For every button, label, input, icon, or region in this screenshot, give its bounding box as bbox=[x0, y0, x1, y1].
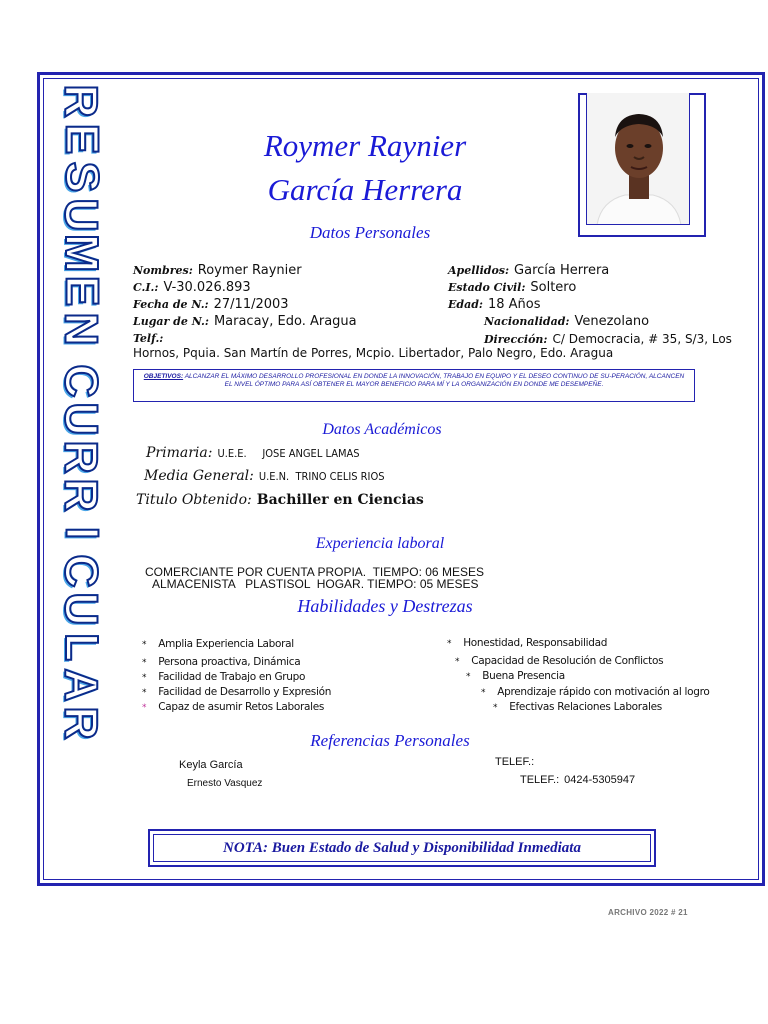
profile-photo bbox=[586, 93, 690, 225]
lugar-value: Maracay, Edo. Aragua bbox=[213, 314, 357, 329]
field-estado-civil bbox=[448, 280, 576, 295]
skill-right-5: * Efectivas Relaciones Laborales bbox=[493, 701, 662, 713]
vertical-title-letter: S bbox=[56, 161, 108, 193]
nacionalidad-label: Nacionalidad: bbox=[484, 315, 570, 328]
skill-right-1: * Honestidad, Responsabilidad bbox=[447, 637, 608, 649]
field-direccion bbox=[484, 332, 732, 346]
bullet-icon: * bbox=[481, 688, 486, 698]
media-label: Media General: bbox=[144, 468, 254, 484]
reference-name-2: Ernesto Vasquez bbox=[187, 778, 263, 789]
field-nombres bbox=[133, 263, 302, 278]
skill-left-2: * Persona proactiva, Dinámica bbox=[142, 656, 301, 668]
vertical-title-letter: R bbox=[55, 706, 108, 740]
skill-left-5: * Capaz de asumir Retos Laborales bbox=[142, 701, 325, 713]
vertical-title-letter: M bbox=[55, 233, 108, 273]
skill-left-4: * Facilidad de Desarrollo y Expresión bbox=[142, 686, 332, 698]
field-apellidos bbox=[448, 263, 609, 278]
bullet-icon: * bbox=[447, 639, 452, 649]
section-title-academic: Datos Académicos bbox=[322, 421, 442, 438]
field-media-general bbox=[144, 468, 385, 484]
estado-label: Estado Civil: bbox=[448, 281, 526, 294]
section-title-personal: Datos Personales bbox=[309, 223, 431, 242]
field-nacionalidad bbox=[484, 314, 649, 329]
vertical-title-letter: R bbox=[55, 478, 108, 512]
field-fecha bbox=[133, 297, 289, 312]
bullet-icon: * bbox=[466, 672, 471, 682]
skill-left-1: * Amplia Experiencia Laboral bbox=[142, 638, 294, 650]
bullet-icon: * bbox=[142, 688, 147, 698]
primaria-label: Primaria: bbox=[146, 445, 213, 461]
fecha-value: 27/11/2003 bbox=[213, 297, 289, 312]
field-ci bbox=[133, 280, 251, 295]
section-title-experience: Experiencia laboral bbox=[315, 535, 445, 552]
vertical-title-letter: U bbox=[55, 402, 108, 436]
estado-value: Soltero bbox=[530, 280, 577, 295]
note-text: NOTA: Buen Estado de Salud y Disponibilidad Inmediata bbox=[153, 834, 651, 862]
titulo-value: Bachiller en Ciencias bbox=[256, 492, 424, 508]
experience-line-2: ALMACENISTA PLASTISOL HOGAR. TIEMPO: 05 MESES bbox=[152, 577, 479, 591]
skill-right-3: * Buena Presencia bbox=[466, 670, 565, 682]
lugar-label: Lugar de N.: bbox=[133, 315, 209, 328]
field-primaria bbox=[146, 445, 360, 461]
ci-value: V-30.026.893 bbox=[163, 280, 251, 295]
apellidos-label: Apellidos: bbox=[448, 264, 510, 277]
vertical-title-resumen-curricular bbox=[54, 82, 110, 742]
bullet-icon: * bbox=[455, 657, 460, 667]
vertical-title-letter: R bbox=[55, 84, 108, 118]
edad-value: 18 Años bbox=[487, 297, 541, 312]
vertical-title-letter: L bbox=[55, 632, 108, 662]
direccion-continued: Hornos, Pquia. San Martín de Porres, Mcpio. Libertador, Palo Negro, Edo. Aragua bbox=[133, 346, 614, 360]
vertical-title-letter: A bbox=[55, 668, 108, 702]
header-last-names: García Herrera bbox=[267, 172, 463, 207]
edad-label: Edad: bbox=[448, 298, 483, 311]
reference-telf-2 bbox=[520, 774, 635, 786]
bullet-icon: * bbox=[142, 640, 147, 650]
bullet-icon: * bbox=[142, 703, 147, 713]
direccion-label: Dirección: bbox=[484, 333, 548, 346]
bullet-icon: * bbox=[142, 658, 147, 668]
vertical-title-letter: E bbox=[56, 123, 108, 155]
direccion-value: C/ Democracia, # 35, S/3, Los bbox=[552, 332, 732, 346]
reference-telf-label-1: TELEF.: bbox=[495, 756, 535, 768]
objective-label: OBJETIVOS: bbox=[143, 373, 184, 380]
apellidos-value: García Herrera bbox=[514, 263, 610, 278]
objective-box bbox=[133, 369, 695, 402]
vertical-title-letter: U bbox=[55, 198, 108, 232]
header-first-names: Roymer Raynier bbox=[263, 128, 467, 163]
nombres-label: Nombres: bbox=[133, 264, 193, 277]
telf-label: Telf.: bbox=[133, 332, 164, 345]
section-title-references: Referencias Personales bbox=[310, 731, 470, 750]
skill-right-4: * Aprendizaje rápido con motivación al logro bbox=[481, 686, 710, 698]
experience-line-1: COMERCIANTE POR CUENTA PROPIA. TIEMPO: 06 MESES bbox=[145, 565, 484, 579]
profile-photo-portrait bbox=[587, 93, 690, 225]
titulo-label: Titulo Obtenido: bbox=[136, 492, 252, 508]
reference-telf-label-2: TELEF.: bbox=[520, 774, 560, 786]
media-value: U.E.N. TRINO CELIS RIOS bbox=[258, 470, 385, 483]
vertical-title-letter: R bbox=[55, 440, 108, 474]
objective-text: ALCANZAR EL MÁXIMO DESARROLLO PROFESIONAL EN DONDE LA INNOVACIÓN, TRABAJO EN EQUIPO Y EL DESEO CONTINUO DE SU-PERACIÓN, ALCANCEN EL NIVEL ÓPTIMO PARA ASÍ OBTENER EL MAYOR BENEFICIO PARA MÍ Y LA ORGANIZACIÓN EN DONDE ME DESEMPEÑE. bbox=[184, 373, 685, 388]
field-telf bbox=[133, 332, 163, 345]
section-title-skills: Habilidades y Destrezas bbox=[297, 596, 473, 616]
reference-telf-value-2: 0424-5305947 bbox=[564, 774, 636, 786]
vertical-title-letter: N bbox=[55, 312, 108, 346]
field-lugar bbox=[133, 314, 357, 329]
reference-name-1: Keyla García bbox=[179, 759, 243, 771]
nombres-value: Roymer Raynier bbox=[197, 263, 302, 278]
fecha-label: Fecha de N.: bbox=[133, 298, 209, 311]
skill-right-2: * Capacidad de Resolución de Conflictos bbox=[455, 655, 664, 667]
vertical-title-letter: E bbox=[56, 275, 108, 307]
vertical-title-letter: C bbox=[55, 364, 108, 398]
vertical-title-letter: U bbox=[55, 592, 108, 626]
field-titulo bbox=[136, 492, 424, 508]
field-edad bbox=[448, 297, 541, 312]
vertical-title-letter: I bbox=[56, 526, 108, 540]
skill-left-3: * Facilidad de Trabajo en Grupo bbox=[142, 671, 306, 683]
archive-footer: ARCHIVO 2022 # 21 bbox=[608, 908, 688, 917]
primaria-value: U.E.E. JOSE ANGEL LAMAS bbox=[217, 447, 360, 460]
nacionalidad-value: Venezolano bbox=[574, 314, 650, 329]
bullet-icon: * bbox=[142, 673, 147, 683]
vertical-title-letter: C bbox=[55, 554, 108, 588]
bullet-icon: * bbox=[493, 703, 498, 713]
ci-label: C.I.: bbox=[133, 281, 159, 294]
